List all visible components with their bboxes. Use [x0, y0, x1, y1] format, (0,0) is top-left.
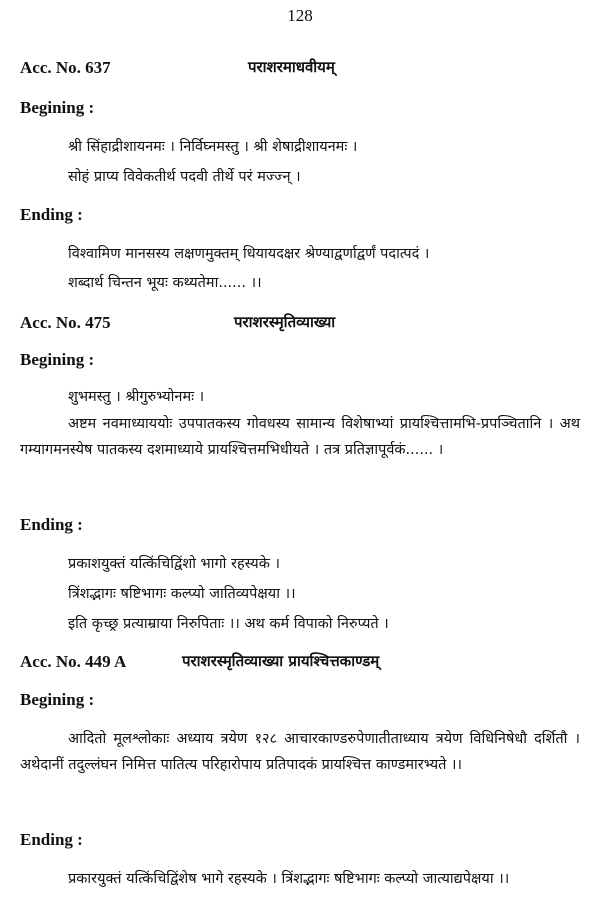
- begining-paragraph: अष्टम नवमाध्याययोः उपपातकस्य गोवधस्य सामान्य विशेषाभ्यां प्रायश्चित्तामभि-प्रपञ्चितानि । अथ गम्यागमनस्येष पातकस्य दशमाध्याये प्रायश्चित्तमभिधीयते । तत्र प्रतिज्ञापूर्वकं...... ।: [20, 416, 580, 458]
- ending-label: Ending :: [20, 205, 83, 224]
- manuscript-title: पराशरमाधवीयम्: [248, 58, 335, 76]
- begining-label: Begining :: [20, 690, 95, 709]
- begining-paragraph: आदितो मूलश्लोकाः अध्याय त्रयेण १२८ आचारकाण्डरुपेणातीताध्याय त्रयेण विधिनिषेधौ दर्शितौ । अथेदानीं तदुल्लंघन निमित्त पातित्य परिहारोपाय प्रतिपादकं प्रायश्चित्त काण्डमारभ्यते ।।: [20, 731, 580, 773]
- manuscript-title: पराशरस्मृतिव्याख्या: [234, 313, 336, 331]
- accession-number: Acc. No. 449 A: [20, 652, 127, 671]
- ending-line: शब्दार्थ चिन्तन भूयः कथ्यतेमा...... ।।: [68, 275, 262, 291]
- begining-label: Begining :: [20, 98, 95, 117]
- ending-label: Ending :: [20, 830, 83, 849]
- ending-line: प्रकाशयुक्तं यत्किंचिद्विंशो भागो रहस्यके ।: [68, 556, 280, 572]
- ending-line: प्रकारयुक्तं यत्किंचिद्विंशेष भागे रहस्यके । त्रिंशद्भागः षष्टिभागः कल्प्यो जात्याद्यपेक्षया ।।: [68, 871, 510, 887]
- ending-label: Ending :: [20, 515, 83, 534]
- begining-label: Begining :: [20, 350, 95, 369]
- begining-line: सोहं प्राप्य विवेकतीर्थ पदवी तीर्थे परं मज्ज्न् ।: [68, 169, 301, 185]
- begining-line: शुभमस्तु । श्रीगुरुभ्योनमः ।: [68, 389, 205, 405]
- page-number: 128: [287, 6, 313, 25]
- accession-number: Acc. No. 475: [20, 313, 111, 332]
- accession-number: Acc. No. 637: [20, 58, 111, 77]
- manuscript-title: पराशरस्मृतिव्याख्या प्रायश्चित्तकाण्डम्: [182, 652, 380, 670]
- ending-line: त्रिंशद्भागः षष्टिभागः कल्प्यो जातिव्यपेक्षया ।।: [68, 586, 296, 602]
- ending-line: विश्वामिण मानसस्य लक्षणमुक्तम् धियायदक्षर श्रेण्याद्वर्णाद्वर्णं पदात्पदं ।: [68, 246, 430, 262]
- begining-line: श्री सिंहाद्रीशायनमः । निर्विघ्नमस्तु । श्री शेषाद्रीशायनमः ।: [68, 139, 358, 155]
- ending-line: इति कृच्छ्र प्रत्याम्राया निरुपिताः ।। अथ कर्म विपाको निरुप्यते ।: [68, 616, 389, 632]
